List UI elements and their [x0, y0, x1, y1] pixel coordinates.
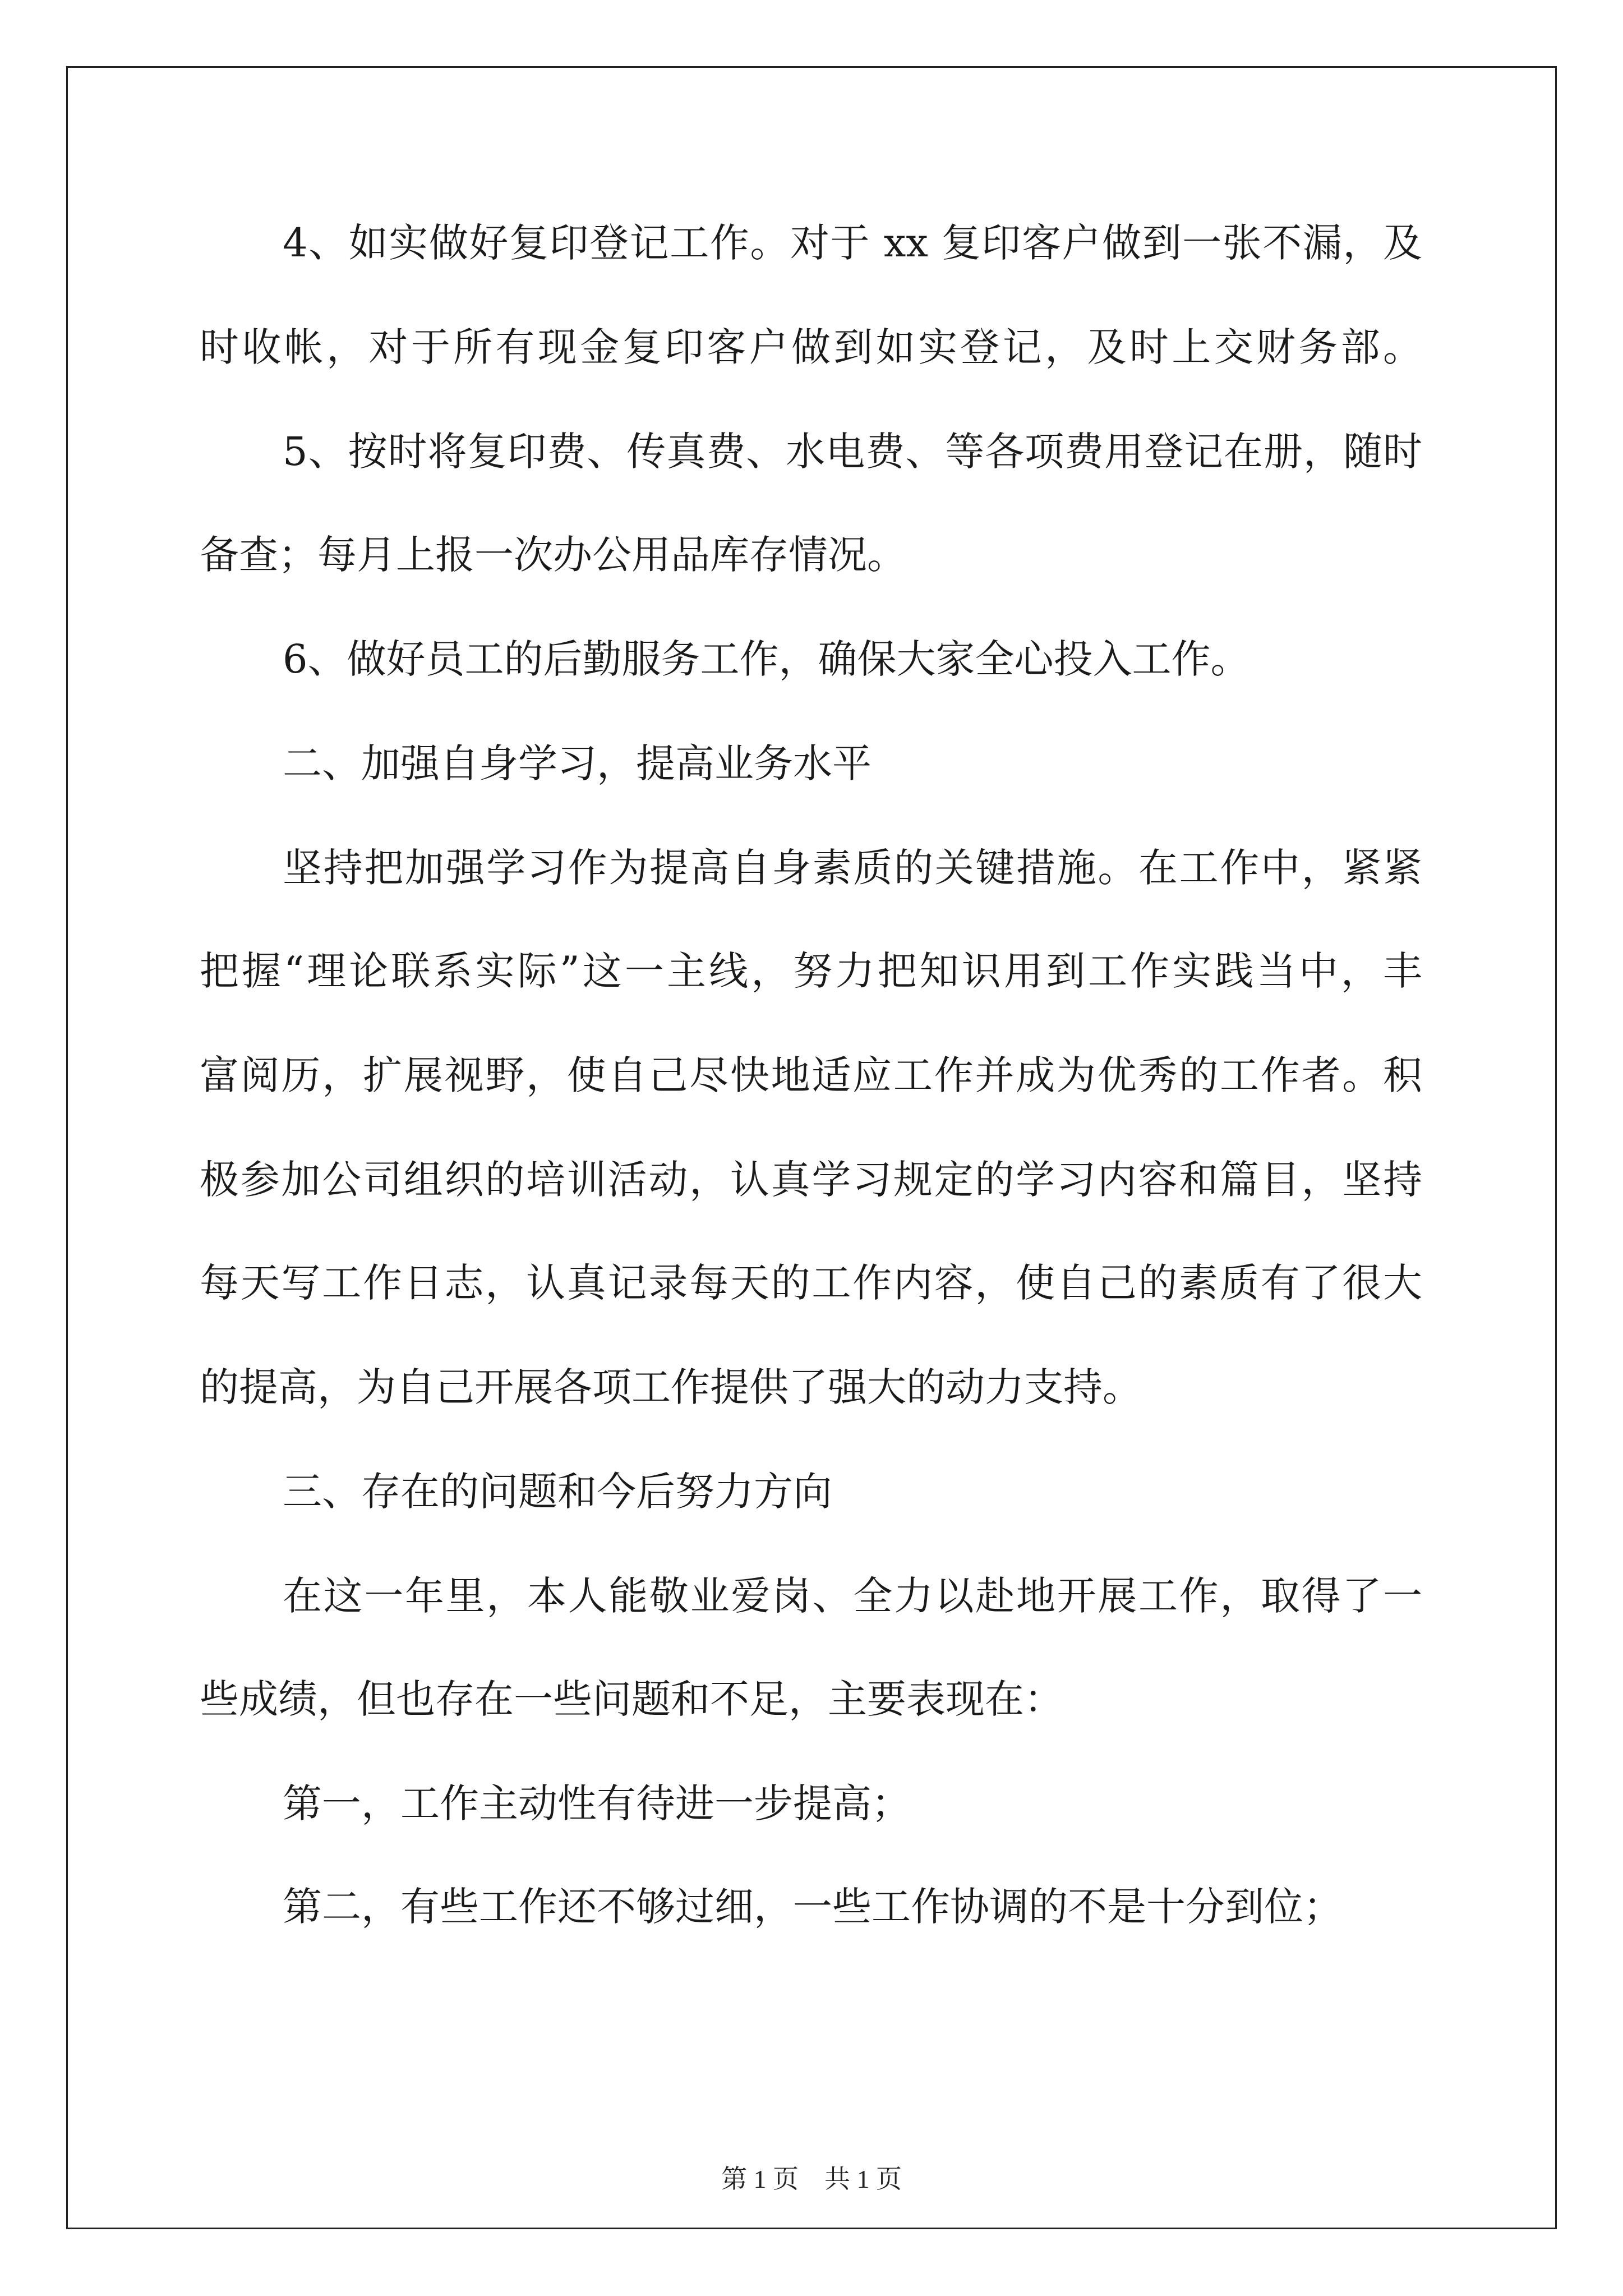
study-paragraph-line-5: 每天写工作日志，认真记录每天的工作内容，使自己的素质有了很大 [200, 1260, 1422, 1306]
summary-paragraph-line-2: 些成绩，但也存在一些问题和不足，主要表现在： [200, 1676, 1063, 1722]
paragraph-6: 6、做好员工的后勤服务工作，确保大家全心投入工作。 [283, 636, 1250, 682]
paragraph-4-line-1: 4、如实做好复印登记工作。对于 xx 复印客户做到一张不漏，及 [283, 220, 1422, 266]
issue-first: 第一，工作主动性有待进一步提高； [283, 1780, 911, 1826]
section-heading-2: 二、加强自身学习，提高业务水平 [283, 740, 872, 786]
paragraph-5-line-1: 5、按时将复印费、传真费、水电费、等各项费用登记在册，随时 [283, 429, 1422, 475]
study-paragraph-line-4: 极参加公司组织的培训活动，认真学习规定的学习内容和篇目，坚持 [200, 1157, 1422, 1203]
study-paragraph-line-6: 的提高，为自己开展各项工作提供了强大的动力支持。 [200, 1364, 1142, 1410]
page-footer [0, 2162, 1623, 2196]
study-paragraph-line-2: 把握“理论联系实际”这一主线，努力把知识用到工作实践当中，丰 [200, 948, 1422, 994]
study-paragraph-line-1: 坚持把加强学习作为提高自身素质的关键措施。在工作中，紧紧 [283, 845, 1422, 891]
page-total: 共 1 页 [824, 2165, 902, 2193]
study-paragraph-line-3: 富阅历，扩展视野，使自己尽快地适应工作并成为优秀的工作者。积 [200, 1052, 1422, 1098]
page-number: 第 1 页 [721, 2165, 799, 2193]
issue-second: 第二，有些工作还不够过细，一些工作协调的不是十分到位； [283, 1884, 1343, 1930]
paragraph-4-line-2: 时收帐，对于所有现金复印客户做到如实登记，及时上交财务部。 [200, 324, 1422, 370]
paragraph-5-line-2: 备查；每月上报一次办公用品库存情况。 [200, 532, 906, 578]
section-heading-3: 三、存在的问题和今后努力方向 [283, 1469, 832, 1515]
summary-paragraph-line-1: 在这一年里，本人能敬业爱岗、全力以赴地开展工作，取得了一 [283, 1573, 1422, 1619]
